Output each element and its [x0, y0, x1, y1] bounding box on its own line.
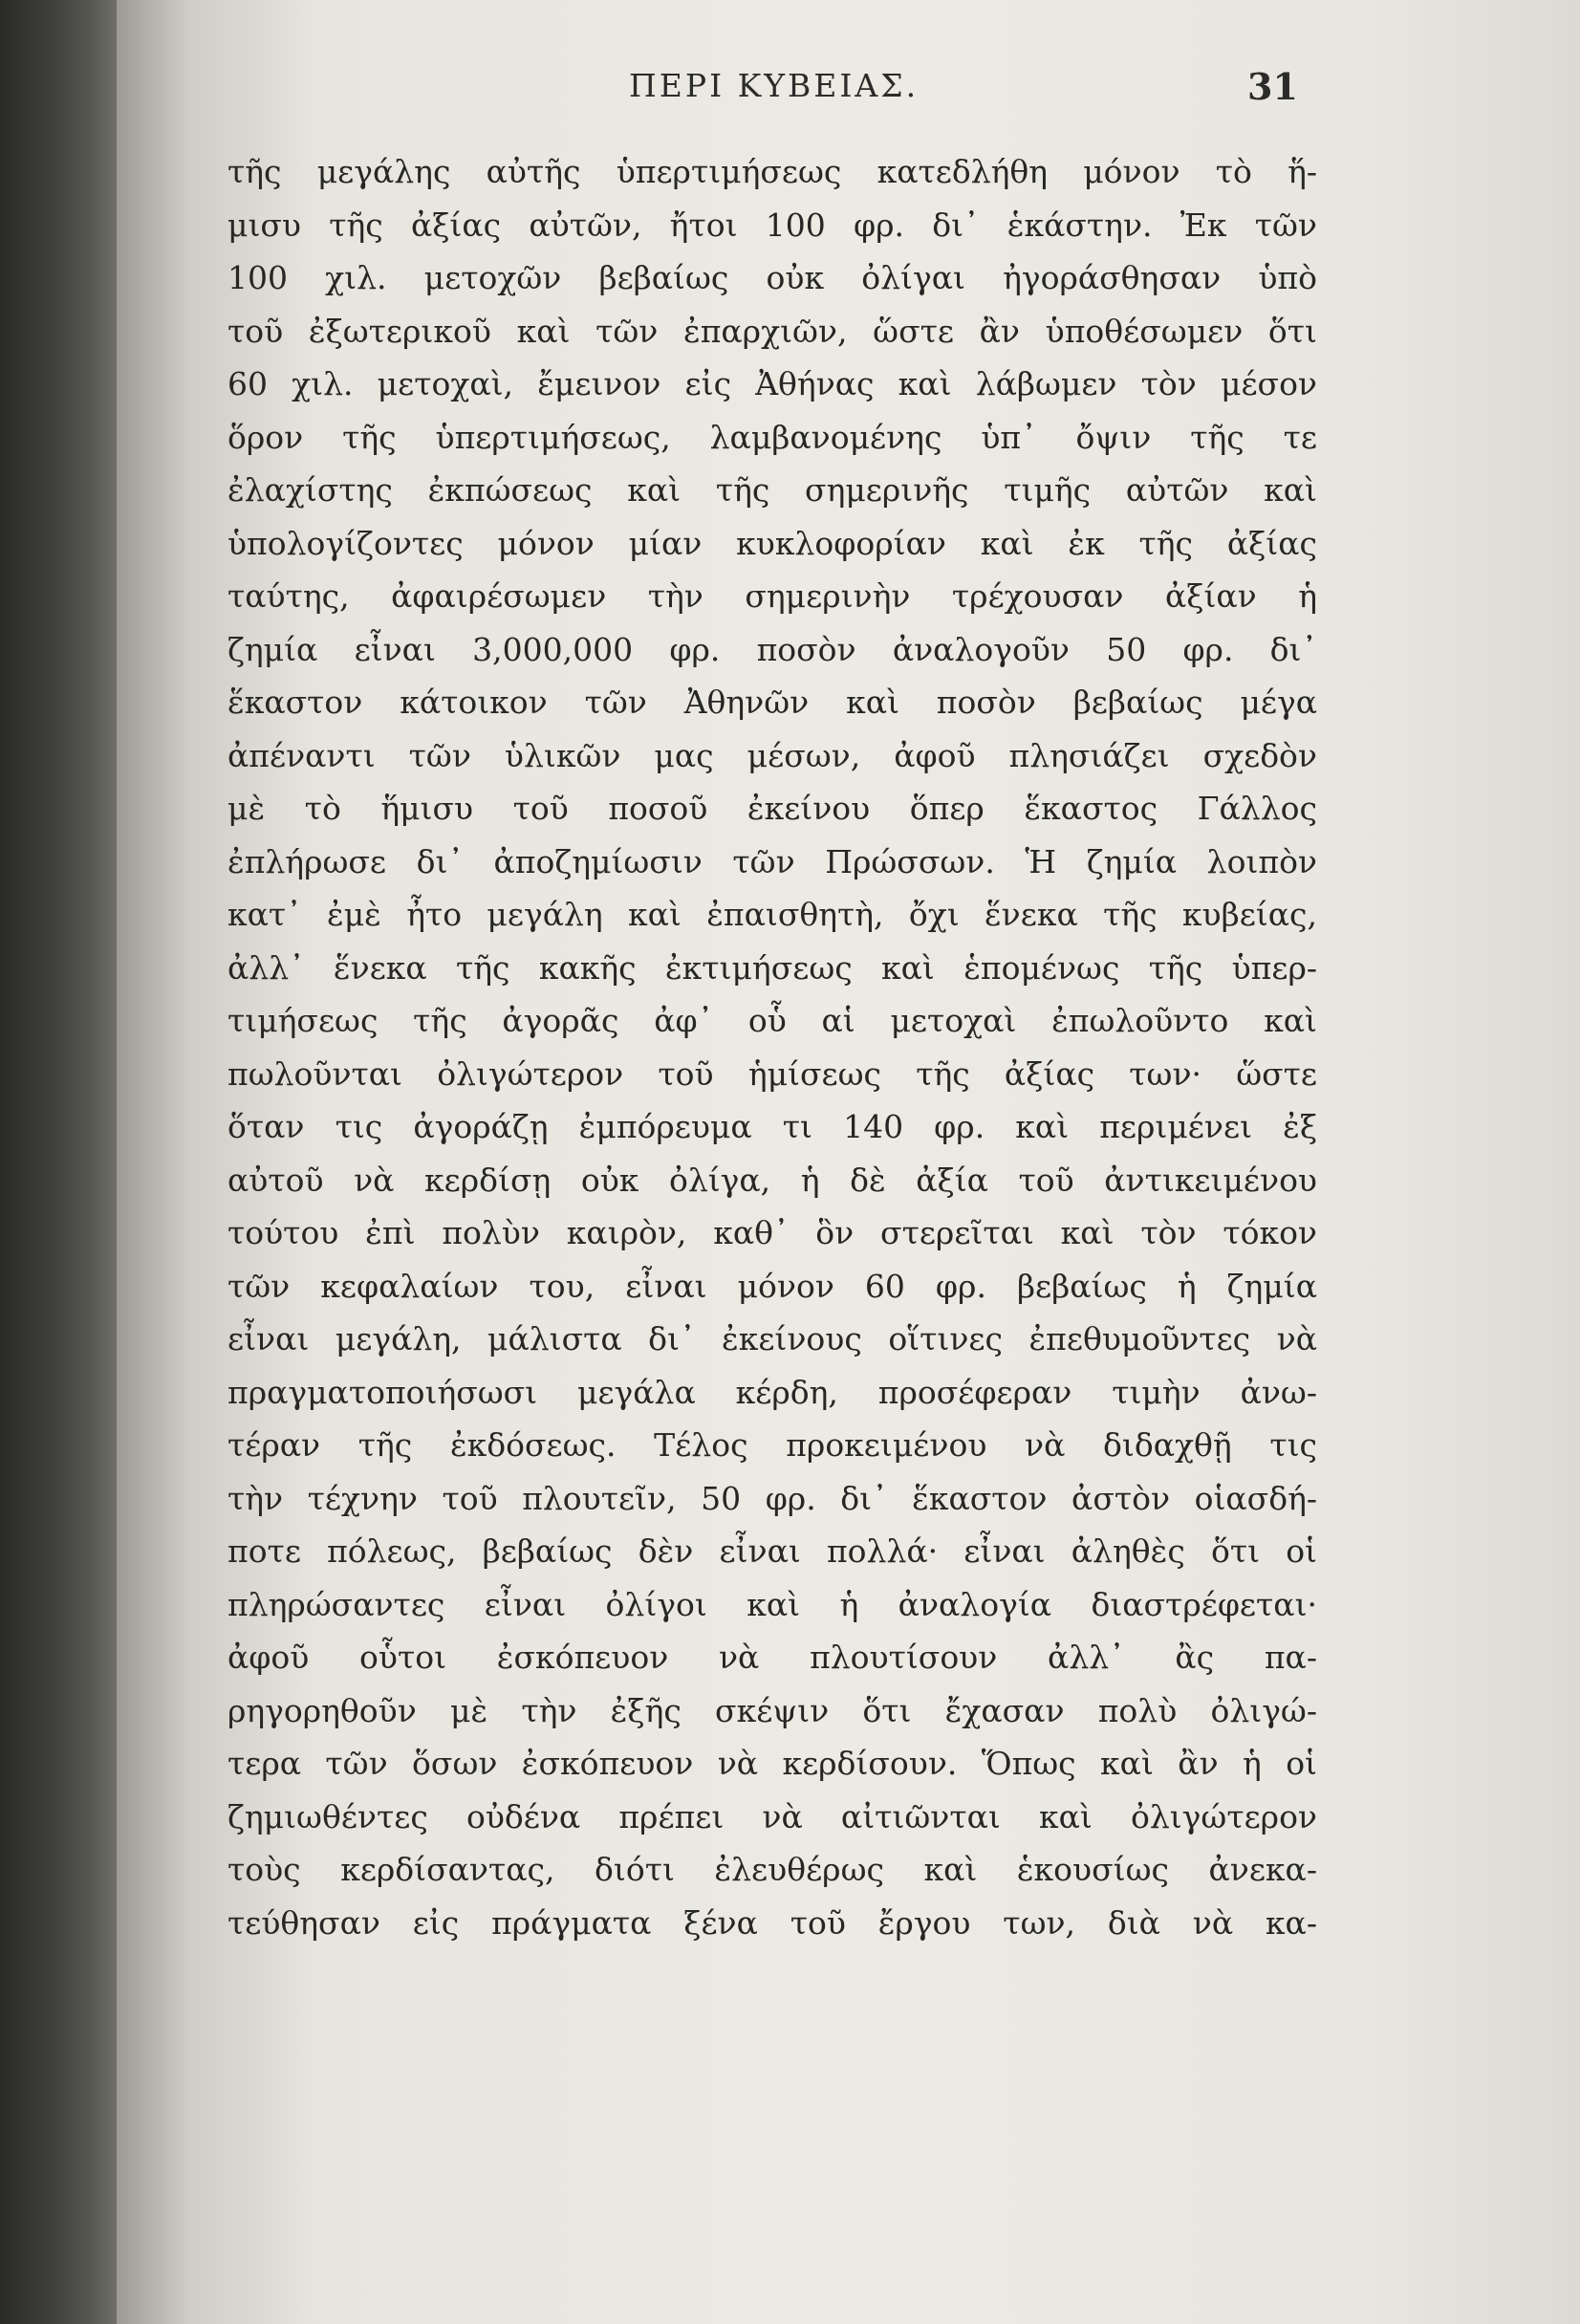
text-line: αὐτοῦ νὰ κερδίσῃ οὐκ ὀλίγα, ἡ δὲ ἀξία τοῦ ἀντικειμένου [227, 1161, 1317, 1199]
text-line: τὴν τέχνην τοῦ πλουτεῖν, 50 φρ. δι᾽ ἕκαστον ἀστὸν οἱασδή- [227, 1479, 1317, 1517]
page-number: 31 [1247, 65, 1298, 108]
text-line: τεύθησαν εἰς πράγματα ξένα τοῦ ἔργου των, διὰ νὰ κα- [227, 1903, 1317, 1942]
text-line: ἀπέναντι τῶν ὑλικῶν μας μέσων, ἀφοῦ πλησιάζει σχεδὸν [227, 736, 1317, 774]
text-line: πωλοῦνται ὀλιγώτερον τοῦ ἡμίσεως τῆς ἀξίας των· ὥστε [227, 1054, 1317, 1093]
text-line: ζημιωθέντες οὐδένα πρέπει νὰ αἰτιῶνται καὶ ὀλιγώτερον [227, 1797, 1317, 1835]
text-line: ἕκαστον κάτοικον τῶν Ἀθηνῶν καὶ ποσὸν βεβαίως μέγα [227, 684, 1317, 721]
text-line: τούτου ἐπὶ πολὺν καιρὸν, καθ᾽ ὃν στερεῖται καὶ τὸν τόκον [227, 1214, 1317, 1251]
text-line: τοῦ ἐξωτερικοῦ καὶ τῶν ἐπαρχιῶν, ὥστε ἂν ὑποθέσωμεν ὅτι [227, 312, 1317, 350]
text-line: μισυ τῆς ἀξίας αὐτῶν, ἤτοι 100 φρ. δι᾽ ἑκάστην. Ἐκ τῶν [227, 206, 1317, 244]
text-line: ἀλλ᾽ ἕνεκα τῆς κακῆς ἐκτιμήσεως καὶ ἑπομένως τῆς ὑπερ- [227, 948, 1317, 987]
page-header [117, 67, 1580, 124]
text-line: τῆς μεγάλης αὐτῆς ὑπερτιμήσεως κατεδλήθη μόνον τὸ ἥ- [227, 153, 1317, 190]
text-line: τιμήσεως τῆς ἀγορᾶς ἀφ᾽ οὗ αἱ μετοχαὶ ἐπωλοῦντο καὶ [227, 1002, 1317, 1039]
text-line: κατ᾽ ἐμὲ ἦτο μεγάλη καὶ ἐπαισθητὴ, ὄχι ἕνεκα τῆς κυβείας, [227, 896, 1317, 933]
text-line: τέραν τῆς ἐκδόσεως. Τέλος προκειμένου νὰ διδαχθῇ τις [227, 1426, 1317, 1464]
text-line: μὲ τὸ ἥμισυ τοῦ ποσοῦ ἐκείνου ὅπερ ἕκαστος Γάλλος [227, 790, 1317, 827]
text-line: ἐλαχίστης ἐκπώσεως καὶ τῆς σημερινῆς τιμῆς αὐτῶν καὶ [227, 471, 1317, 509]
text-line: ταύτης, ἀφαιρέσωμεν τὴν σημερινὴν τρέχουσαν ἀξίαν ἡ [227, 577, 1317, 615]
text-line: τῶν κεφαλαίων του, εἶναι μόνον 60 φρ. βεβαίως ἡ ζημία [227, 1267, 1317, 1305]
text-line: ἐπλήρωσε δι᾽ ἀποζημίωσιν τῶν Πρώσσων. Ἡ ζημία λοιπὸν [227, 842, 1317, 880]
text-line: πραγματοποιήσωσι μεγάλα κέρδη, προσέφεραν τιμὴν ἀνω- [227, 1373, 1317, 1411]
book-binding-gutter [0, 0, 117, 2324]
text-line: τερα τῶν ὅσων ἐσκόπευον νὰ κερδίσουν. Ὅπως καὶ ἂν ἡ οἱ [227, 1745, 1317, 1782]
text-line: εἶναι μεγάλη, μάλιστα δι᾽ ἐκείνους οἵτινες ἐπεθυμοῦντες νὰ [227, 1320, 1317, 1357]
text-line: ἀφοῦ οὗτοι ἐσκόπευον νὰ πλουτίσουν ἀλλ᾽ ἂς πα- [227, 1639, 1317, 1676]
text-line: ποτε πόλεως, βεβαίως δὲν εἶναι πολλά· εἶναι ἀληθὲς ὅτι οἱ [227, 1532, 1317, 1570]
body-text [227, 145, 1317, 1949]
text-line: ζημία εἶναι 3,000,000 φρ. ποσὸν ἀναλογοῦν 50 φρ. δι᾽ [227, 630, 1317, 668]
text-line: ὑπολογίζοντες μόνον μίαν κυκλοφορίαν καὶ ἐκ τῆς ἀξίας [227, 524, 1317, 562]
text-line: ὅρον τῆς ὑπερτιμήσεως, λαμβανομένης ὑπ᾽ ὄψιν τῆς τε [227, 418, 1317, 456]
text-line: τοὺς κερδίσαντας, διότι ἐλευθέρως καὶ ἑκουσίως ἀνεκα- [227, 1851, 1317, 1888]
text-line: 100 χιλ. μετοχῶν βεβαίως οὐκ ὀλίγαι ἠγοράσθησαν ὑπὸ [227, 259, 1317, 296]
text-line: 60 χιλ. μετοχαὶ, ἔμεινον εἰς Ἀθήνας καὶ λάβωμεν τὸν μέσον [227, 365, 1317, 402]
text-line: πληρώσαντες εἶναι ὀλίγοι καὶ ἡ ἀναλογία διαστρέφεται· [227, 1585, 1317, 1623]
running-title: ΠΕΡΙ ΚΥΒΕΙΑΣ. [629, 67, 920, 104]
text-line: ρηγορηθοῦν μὲ τὴν ἐξῆς σκέψιν ὅτι ἔχασαν πολὺ ὀλιγώ- [227, 1691, 1317, 1729]
text-line: ὅταν τις ἀγοράζῃ ἐμπόρευμα τι 140 φρ. καὶ περιμένει ἐξ [227, 1108, 1317, 1145]
